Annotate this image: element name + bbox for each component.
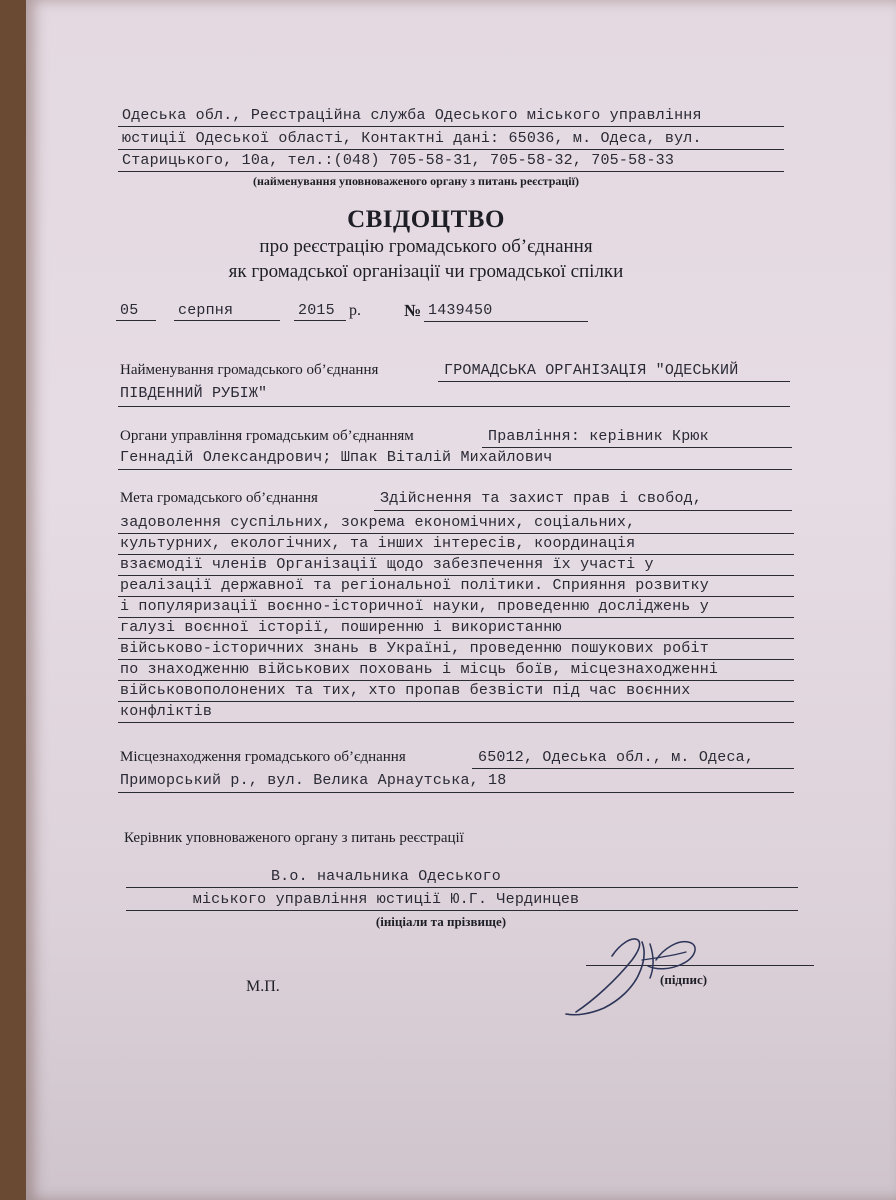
name-value-line-2: ПІВДЕННИЙ РУБІЖ" xyxy=(120,385,268,402)
underline xyxy=(374,510,792,511)
governance-label: Органи управління громадським об’єднанням xyxy=(120,428,414,444)
underline xyxy=(424,321,588,322)
document-subtitle-1: про реєстрацію громадського об’єднання xyxy=(259,236,593,257)
underline xyxy=(438,381,790,382)
underline xyxy=(126,887,798,888)
underline xyxy=(118,722,794,723)
underline xyxy=(118,171,784,172)
underline xyxy=(294,320,346,321)
underline xyxy=(126,910,798,911)
underline xyxy=(118,575,794,576)
governance-value-line-1: Правління: керівник Крюк xyxy=(488,428,709,445)
purpose-value-line: військовополонених та тих, хто пропав безвісти під час воєнних xyxy=(120,682,691,699)
name-label: Найменування громадського об’єднання xyxy=(120,362,379,378)
underline xyxy=(174,320,280,321)
location-label: Місцезнаходження громадського об’єднання xyxy=(120,749,406,765)
underline xyxy=(118,659,794,660)
registration-number: 1439450 xyxy=(428,302,493,319)
underline xyxy=(118,406,790,407)
date-year: 2015 xyxy=(298,302,335,319)
purpose-value-line: і популяризації воєнно-історичної науки, проведенню досліджень у xyxy=(120,598,709,615)
purpose-label: Мета громадського об’єднання xyxy=(120,490,318,506)
signature-caption: (підпис) xyxy=(660,972,708,987)
purpose-value-line: військово-історичних знань в Україні, проведенню пошукових робіт xyxy=(120,640,709,657)
purpose-value-line: реалізації державної та регіональної політики. Сприяння розвитку xyxy=(120,577,709,594)
purpose-value-line: по знаходженню військових поховань і місць боїв, місцезнаходженні xyxy=(120,661,719,678)
underline xyxy=(482,447,792,448)
underline xyxy=(118,680,794,681)
underline xyxy=(118,126,784,127)
underline xyxy=(118,149,784,150)
name-value-line-1: ГРОМАДСЬКА ОРГАНІЗАЦІЯ "ОДЕСЬКИЙ xyxy=(444,362,739,379)
underline xyxy=(118,554,794,555)
head-caption: (ініціали та прізвище) xyxy=(375,914,507,929)
head-position-line-1: В.о. начальника Одеського xyxy=(270,868,502,885)
purpose-value-line: конфліктів xyxy=(120,703,213,720)
underline xyxy=(118,533,794,534)
authority-line-2: юстиції Одеської області, Контактні дані: 65036, м. Одеса, вул. xyxy=(122,130,702,147)
head-position-line-2: міського управління юстиції Ю.Г. Чердинцев xyxy=(192,891,580,908)
purpose-value-line: культурних, екологічних, та інших інтересів, координація xyxy=(120,535,636,552)
underline xyxy=(118,701,794,702)
authority-line-3: Старицького, 10а, тел.:(048) 705-58-31, 705-58-32, 705-58-33 xyxy=(122,152,675,169)
number-label: № xyxy=(404,301,422,320)
document-subtitle-2: як громадської організації чи громадської спілки xyxy=(228,261,624,282)
date-day: 05 xyxy=(120,302,139,319)
authority-caption: (найменування уповноваженого органу з питань реєстрації) xyxy=(253,174,579,188)
location-value-line-1: 65012, Одеська обл., м. Одеса, xyxy=(478,749,755,766)
purpose-value-line-1: Здійснення та захист прав і свобод, xyxy=(380,490,703,507)
underline xyxy=(118,469,792,470)
document-page xyxy=(26,0,896,1200)
date-year-suffix: р. xyxy=(349,302,361,319)
head-label: Керівник уповноваженого органу з питань реєстрації xyxy=(124,830,464,846)
document-title: СВІДОЦТВО xyxy=(347,206,505,233)
handwritten-signature xyxy=(546,930,716,1020)
underline xyxy=(118,792,794,793)
underline xyxy=(118,596,794,597)
location-value-line-2: Приморський р., вул. Велика Арнаутська, 18 xyxy=(120,772,507,789)
purpose-value-line: галузі воєнної історії, поширенню і використанню xyxy=(120,619,562,636)
underline xyxy=(472,768,794,769)
stamp-label: М.П. xyxy=(246,978,280,995)
purpose-value-line: взаємодії членів Організації щодо забезпечення їх участі у xyxy=(120,556,654,573)
purpose-value-line: задоволення суспільних, зокрема економічних, соціальних, xyxy=(120,514,636,531)
date-month: серпня xyxy=(178,302,234,319)
underline xyxy=(118,638,794,639)
authority-line-1: Одеська обл., Реєстраційна служба Одеського міського управління xyxy=(122,107,702,124)
underline xyxy=(118,617,794,618)
governance-value-line-2: Геннадій Олександрович; Шпак Віталій Михайлович xyxy=(120,449,553,466)
underline xyxy=(116,320,156,321)
